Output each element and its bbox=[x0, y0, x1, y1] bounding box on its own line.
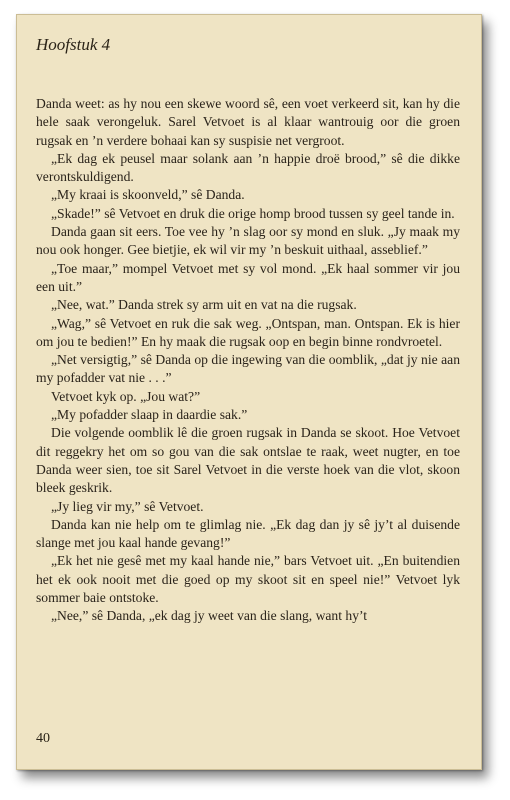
paragraph: Danda kan nie help om te glimlag nie. „Ek dag dan jy sê jy’t al duisende slange met jou kaal hande gevang!” bbox=[36, 516, 460, 551]
paragraph: „Ek het nie gesê met my kaal hande nie,” bars Vetvoet uit. „En buitendien het ek ook nooit met die goed op my skoot sit en speel nie!” Vetvoet lyk sommer baie ontstoke. bbox=[36, 553, 460, 606]
page-number: 40 bbox=[36, 731, 50, 746]
paragraph: Die volgende oomblik lê die groen rugsak in Danda se skoot. Hoe Vetvoet dit reggekry het om so gou van die sak ontslae te raak, weet nugter, en toe Danda weer sien, toe sit Sarel Vetvoet in die verste hoek van die vlot, skoon bleek geskrik. bbox=[36, 425, 460, 496]
paragraph: „My pofadder slaap in daardie sak.” bbox=[51, 407, 248, 423]
paragraph: „Ek dag ek peusel maar solank aan ’n happie droë brood,” sê die dikke verontskuldigend. bbox=[36, 150, 460, 185]
paragraph: „Jy lieg vir my,” sê Vetvoet. bbox=[51, 498, 204, 514]
paragraph: „My kraai is skoonveld,” sê Danda. bbox=[51, 187, 245, 203]
chapter-header: Hoofstuk 4 bbox=[36, 35, 111, 54]
body-text bbox=[36, 95, 460, 626]
paragraph: Vetvoet kyk op. „Jou wat?” bbox=[51, 388, 201, 404]
paragraph: Danda gaan sit eers. Toe vee hy ’n slag oor sy mond en sluk. „Jy maak my nou ook honger. Gee bietjie, ek wil vir my ’n beskuit uithaal, asseblief.” bbox=[36, 224, 460, 258]
paragraph: „Skade!” sê Vetvoet en druk die orige homp brood tussen sy geel tande in. bbox=[51, 205, 455, 221]
book-page bbox=[16, 14, 482, 770]
paragraph: „Toe maar,” mompel Vetvoet met sy vol mond. „Ek haal sommer vir jou een uit.” bbox=[36, 260, 460, 294]
paragraph: „Net versigtig,” sê Danda op die ingewing van die oomblik, „dat jy nie aan my pofadder vat nie . . .” bbox=[36, 352, 460, 386]
paragraph: „Nee,” sê Danda, „ek dag jy weet van die slang, want hy’t bbox=[51, 608, 368, 624]
paragraph: „Nee, wat.” Danda strek sy arm uit en vat na die rugsak. bbox=[51, 297, 357, 313]
paragraph: „Wag,” sê Vetvoet en ruk die sak weg. „Ontspan, man. Ontspan. Ek is hier om jou te bedien!” En hy maak die rugsak oop en begin binne rondvroetel. bbox=[36, 315, 460, 349]
paragraph: Danda weet: as hy nou een skewe woord sê, een voet verkeerd sit, kan hy die hele saak verongeluk. Sarel Vetvoet is al klaar wantrouig oor die groen rugsak en ’n verdere bohaai kan sy suspisie net vergroot. bbox=[36, 96, 460, 148]
